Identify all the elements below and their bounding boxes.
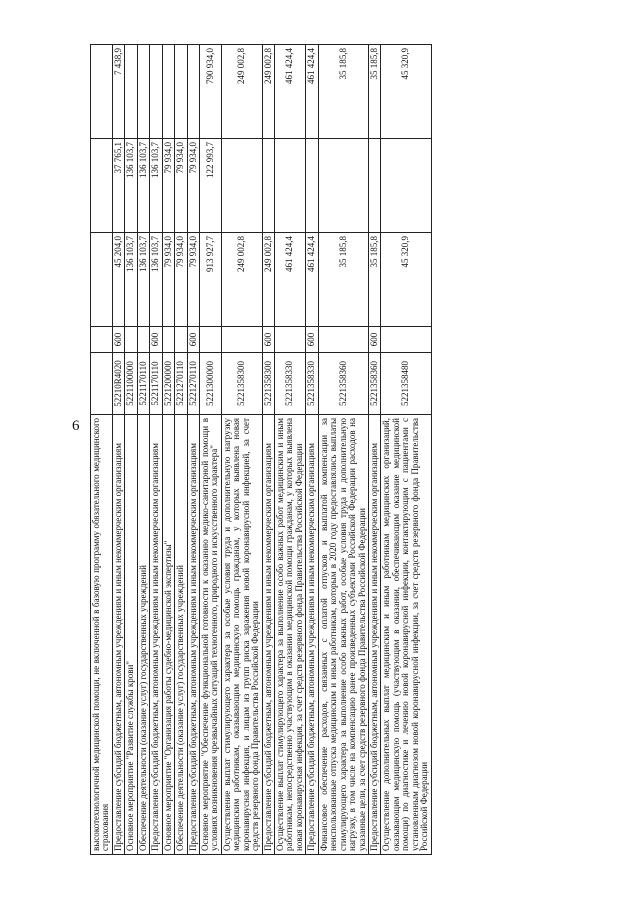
regional-amount: 79 934,0 bbox=[187, 139, 199, 233]
regional-amount bbox=[275, 139, 306, 233]
table-row bbox=[91, 45, 113, 855]
target-code: 5221270110 bbox=[187, 353, 199, 415]
federal-amount: 249 002,8 bbox=[262, 45, 274, 139]
total-amount: 79 934,0 bbox=[175, 233, 187, 327]
expense-type: 600 bbox=[187, 327, 199, 353]
target-code: 5221358330 bbox=[306, 353, 318, 415]
row-description: Предоставление субсидий бюджетным, автономным учреждениям и иным некоммерческим организациям bbox=[306, 415, 318, 855]
row-description: Предоставление субсидий бюджетным, автономным учреждениям и иным некоммерческим организациям bbox=[262, 415, 274, 855]
total-amount: 45 320,9 bbox=[381, 233, 431, 327]
target-code: 5221358300 bbox=[262, 353, 274, 415]
table-row bbox=[175, 45, 187, 855]
expense-type bbox=[275, 327, 306, 353]
total-amount: 461 424,4 bbox=[306, 233, 318, 327]
table-row bbox=[150, 45, 162, 855]
federal-amount bbox=[175, 45, 187, 139]
table-row bbox=[381, 45, 431, 855]
federal-amount bbox=[187, 45, 199, 139]
target-code: 5221170110 bbox=[137, 353, 149, 415]
row-description: Предоставление субсидий бюджетным, автономным учреждениям и иным некоммерческим организациям bbox=[112, 415, 124, 855]
expense-type: 600 bbox=[306, 327, 318, 353]
row-description: Основное мероприятие "Развитие службы крови" bbox=[125, 415, 137, 855]
expense-type bbox=[318, 327, 368, 353]
row-description: Осуществление дополнительных выплат медицинским и иным работникам медицинских организаций, оказывающим медицинскую помощь (участвующим в оказании, обеспечивающим оказание медицинской помощи) по диагностике и лечению новой коронавирусной инфекции, контактирующим с пациентами с установленным диагнозом новой коронавирусной инфекции, за счет средств резервного фонда Правительства Российской Федерации bbox=[381, 415, 431, 855]
table-row bbox=[125, 45, 137, 855]
regional-amount bbox=[221, 139, 262, 233]
target-code: 5221358480 bbox=[381, 353, 431, 415]
row-description: Основное мероприятие "Обеспечение функциональной готовности к оказанию медико-санитарной помощи в условиях возникновения чрезвычайных ситуаций техногенного, природного и искусственного характера" bbox=[199, 415, 221, 855]
total-amount: 35 185,8 bbox=[318, 233, 368, 327]
budget-table bbox=[90, 44, 432, 855]
total-amount: 249 002,8 bbox=[221, 233, 262, 327]
total-amount: 136 103,7 bbox=[137, 233, 149, 327]
target-code: 52210R4020 bbox=[112, 353, 124, 415]
table-row bbox=[199, 45, 221, 855]
federal-amount: 35 185,8 bbox=[368, 45, 380, 139]
table-row bbox=[262, 45, 274, 855]
target-code: 5221358330 bbox=[275, 353, 306, 415]
expense-type bbox=[175, 327, 187, 353]
regional-amount: 136 103,7 bbox=[125, 139, 137, 233]
row-description: Обеспечение деятельности (оказание услуг) государственных учреждений bbox=[175, 415, 187, 855]
table-row bbox=[162, 45, 174, 855]
total-amount: 45 204,0 bbox=[112, 233, 124, 327]
federal-amount bbox=[125, 45, 137, 139]
table-row bbox=[275, 45, 306, 855]
target-code: 5221100000 bbox=[125, 353, 137, 415]
total-amount: 35 185,8 bbox=[368, 233, 380, 327]
expense-type bbox=[162, 327, 174, 353]
expense-type: 600 bbox=[112, 327, 124, 353]
federal-amount bbox=[162, 45, 174, 139]
page-number: 6 bbox=[72, 418, 80, 434]
row-description: Предоставление субсидий бюджетным, автономным учреждениям и иным некоммерческим организациям bbox=[368, 415, 380, 855]
target-code: 5221358360 bbox=[368, 353, 380, 415]
regional-amount: 79 934,0 bbox=[175, 139, 187, 233]
rotated-table-container bbox=[90, 45, 590, 855]
expense-type bbox=[221, 327, 262, 353]
row-description: Осуществление выплат стимулирующего характера за особые условия труда и дополнительную нагрузку медицинским работникам, оказывающим медицинскую помощь гражданам, у которых выявлена новая коронавирусная инфекция, и лицам из групп риска заражения новой коронавирусной инфекцией, за счет средств резервного фонда Правительства Российской Федерации bbox=[221, 415, 262, 855]
regional-amount bbox=[306, 139, 318, 233]
regional-amount: 136 103,7 bbox=[137, 139, 149, 233]
federal-amount: 7 438,9 bbox=[112, 45, 124, 139]
target-code bbox=[91, 353, 113, 415]
federal-amount bbox=[91, 45, 113, 139]
expense-type: 600 bbox=[368, 327, 380, 353]
total-amount: 79 934,0 bbox=[162, 233, 174, 327]
expense-type: 600 bbox=[150, 327, 162, 353]
expense-type bbox=[91, 327, 113, 353]
target-code: 5221300000 bbox=[199, 353, 221, 415]
target-code: 5221358300 bbox=[221, 353, 262, 415]
target-code: 5221270110 bbox=[175, 353, 187, 415]
row-description: высокотехнологичной медицинской помощи, не включенной в базовую программу обязательного медицинского страхования bbox=[91, 415, 113, 855]
federal-amount: 461 424,4 bbox=[306, 45, 318, 139]
row-description: Осуществление выплат стимулирующего характера за выполнение особо важных работ медицинским и иным работникам, непосредственно участвующим в оказании медицинской помощи гражданам, у которых выявлена новая коронавирусная инфекция, за счет средств резервного фонда Правительства Российской Федерации bbox=[275, 415, 306, 855]
total-amount: 136 103,7 bbox=[125, 233, 137, 327]
table-row bbox=[368, 45, 380, 855]
regional-amount bbox=[368, 139, 380, 233]
table-row bbox=[112, 45, 124, 855]
expense-type bbox=[125, 327, 137, 353]
target-code: 5221170110 bbox=[150, 353, 162, 415]
regional-amount bbox=[91, 139, 113, 233]
total-amount: 913 927,7 bbox=[199, 233, 221, 327]
regional-amount bbox=[318, 139, 368, 233]
federal-amount bbox=[150, 45, 162, 139]
row-description: Обеспечение деятельности (оказание услуг) государственных учреждений bbox=[137, 415, 149, 855]
row-description: Предоставление субсидий бюджетным, автономным учреждениям и иным некоммерческим организациям bbox=[187, 415, 199, 855]
table-row bbox=[187, 45, 199, 855]
federal-amount: 45 320,9 bbox=[381, 45, 431, 139]
table-row bbox=[306, 45, 318, 855]
regional-amount: 136 103,7 bbox=[150, 139, 162, 233]
table-row bbox=[318, 45, 368, 855]
federal-amount: 461 424,4 bbox=[275, 45, 306, 139]
expense-type bbox=[381, 327, 431, 353]
expense-type: 600 bbox=[262, 327, 274, 353]
total-amount: 249 002,8 bbox=[262, 233, 274, 327]
regional-amount: 37 765,1 bbox=[112, 139, 124, 233]
total-amount: 136 103,7 bbox=[150, 233, 162, 327]
row-description: Предоставление субсидий бюджетным, автономным учреждениям и иным некоммерческим организациям bbox=[150, 415, 162, 855]
total-amount: 461 424,4 bbox=[275, 233, 306, 327]
table-row bbox=[221, 45, 262, 855]
total-amount: 79 934,0 bbox=[187, 233, 199, 327]
federal-amount: 35 185,8 bbox=[318, 45, 368, 139]
federal-amount: 249 002,8 bbox=[221, 45, 262, 139]
row-description: Финансовое обеспечение расходов, связанных с оплатой отпусков и выплатой компенсации за неиспользованные отпуска медицинским и иным работникам, которым в 2020 году предоставлялись выплаты стимулирующего характера за выполнение особо важных работ, особые условия труда и дополнительную нагрузку, в том числе на компенсацию ранее произведенных субъектами Российской Федерации расходов на указанные цели, за счет средств резервного фонда Правительства Российской Федерации bbox=[318, 415, 368, 855]
regional-amount bbox=[381, 139, 431, 233]
table-row bbox=[137, 45, 149, 855]
federal-amount bbox=[137, 45, 149, 139]
expense-type bbox=[137, 327, 149, 353]
federal-amount: 790 934,0 bbox=[199, 45, 221, 139]
expense-type bbox=[199, 327, 221, 353]
regional-amount: 79 934,0 bbox=[162, 139, 174, 233]
total-amount bbox=[91, 233, 113, 327]
target-code: 5221200000 bbox=[162, 353, 174, 415]
regional-amount bbox=[262, 139, 274, 233]
target-code: 5221358360 bbox=[318, 353, 368, 415]
regional-amount: 122 993,7 bbox=[199, 139, 221, 233]
row-description: Основное мероприятие "Организация работы судебно-медицинской экспертизы" bbox=[162, 415, 174, 855]
